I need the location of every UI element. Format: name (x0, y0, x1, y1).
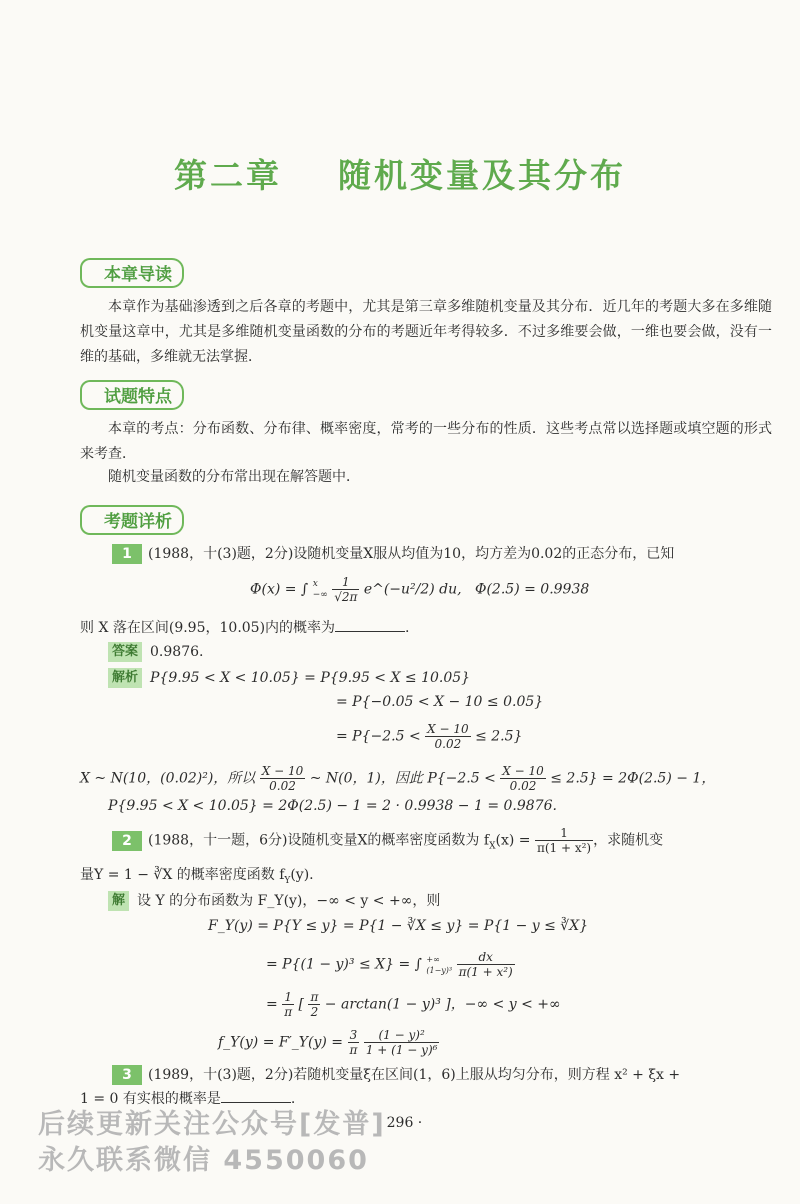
guide-text: 本章作为基础渗透到之后各章的考题中，尤其是第三章多维随机变量及其分布．近几年的考题大多在多维随机变量这章中，尤其是多维随机变量函数的分布的考题近年考得较多．不过多维要会做，一维也要会做，没有一维的基础，多维就无法掌握． (80, 299, 772, 365)
solution-badge: 解析 (108, 668, 142, 688)
problem-number: 3 (112, 1065, 142, 1085)
problem-1-solution-line-4: X ~ N(10，(0.02)²)，所以 $\frac{X - 10}{0.02}$ ~ N(0，1)，因此 P{−2.5 < $\frac{X - 10}{0.02}$ ≤ 2.5} = 2Φ(2.5) − 1， (80, 764, 716, 793)
problem-2-solution-line-1: F_Y(y) = P{Y ≤ y} = P{1 − ∛X ≤ y} = P{1 − y ≤ ∛X} (208, 918, 589, 934)
section-label: 考题详析 (90, 505, 184, 535)
problem-1-solution-line-3: = P{−2.5 < $\frac{X - 10}{0.02}$ ≤ 2.5} (336, 722, 523, 751)
problem-2-statement: 2 (1988，十一题，6分)设随机变量X的概率密度函数为 $f_X(x)$ = $\frac{1}{\text{π(1 + x²)}}$ ，求随机变 (112, 826, 663, 855)
watermark-line-1: 后续更新关注公众号[发普] (38, 1109, 386, 1140)
problem-2-solution-line-4: f_Y(y) = F′_Y(y) = $\frac{3}{\pi}$ $\frac{\text{(1 − y)²}}{\text{1 + (1 − y)⁶}}$ (218, 1028, 438, 1057)
problem-number: 2 (112, 831, 142, 851)
problem-number: 1 (112, 544, 142, 564)
watermark-line-2: 永久联系微信 4550060 (38, 1145, 369, 1176)
problem-2-solution-intro: 解 设 Y 的分布函数为 F_Y(y)，−∞ < y < +∞，则 (108, 890, 440, 911)
solution-badge: 解 (108, 891, 129, 911)
problem-1-statement: 1 (1988，十(3)题，2分)设随机变量X服从均值为10，均方差为0.02的正态分布，已知 (112, 543, 674, 564)
section-tag-analysis (80, 505, 196, 535)
problem-1-solution-line-1: 解析 P{9.95 < X < 10.05} = P{9.95 < X ≤ 10.05} (108, 668, 470, 688)
answer-badge: 答案 (108, 642, 142, 662)
answer-blank (335, 617, 405, 632)
chapter-number: 第二章 (174, 156, 282, 195)
problem-2-solution-line-3: = $\frac{1}{\pi}$ [ $\frac{\pi}{2}$ − arctan(1 − y)³ ]，−∞ < y < +∞ (266, 990, 561, 1019)
section-tag-guide (80, 258, 196, 288)
chapter-title (0, 150, 800, 197)
section-label: 本章导读 (90, 258, 184, 288)
problem-2-statement-cont: 量Y = 1 − ∛X 的概率密度函数 $f_Y(y)$. (80, 867, 314, 886)
problem-1-answer: 答案 0.9876. (108, 642, 203, 662)
chapter-name: 随机变量及其分布 (338, 156, 626, 195)
page-number: · 296 · (377, 1115, 423, 1131)
features-text-2: 随机变量函数的分布常出现在解答题中． (108, 469, 360, 485)
features-text-1: 本章的考点：分布函数、分布律、概率密度，常考的一些分布的性质．这些考点常以选择题或填空题的形式来考查． (80, 421, 772, 462)
problem-3-statement-cont: 1 = 0 有实根的概率是 . (80, 1088, 295, 1108)
problem-1-solution-line-2: = P{−0.05 < X − 10 ≤ 0.05} (336, 694, 544, 710)
section-label: 试题特点 (90, 380, 184, 410)
answer-blank (221, 1088, 291, 1103)
problem-2-solution-line-2: = P{(1 − y)³ ≤ X} = ∫ +∞ (1−y)³ $\frac{dx}{\text{π(1 + x²)}}$ (266, 950, 513, 979)
problem-1-formula: Φ(x) = ∫ x −∞ $\frac{1}{√2\pi}$ e^(−u²/2) du, Φ(2.5) = 0.9938 (250, 575, 590, 604)
problem-1-question: 则 X 落在区间(9.95，10.05)内的概率为 . (80, 617, 410, 637)
problem-3-statement: 3 (1989，十(3)题，2分)若随机变量ξ在区间(1，6)上服从均匀分布，则方程 x² + ξx + (112, 1064, 680, 1085)
problem-1-solution-line-5: P{9.95 < X < 10.05} = 2Φ(2.5) − 1 = 2 · 0.9938 − 1 = 0.9876. (108, 798, 557, 814)
section-tag-features (80, 380, 196, 410)
